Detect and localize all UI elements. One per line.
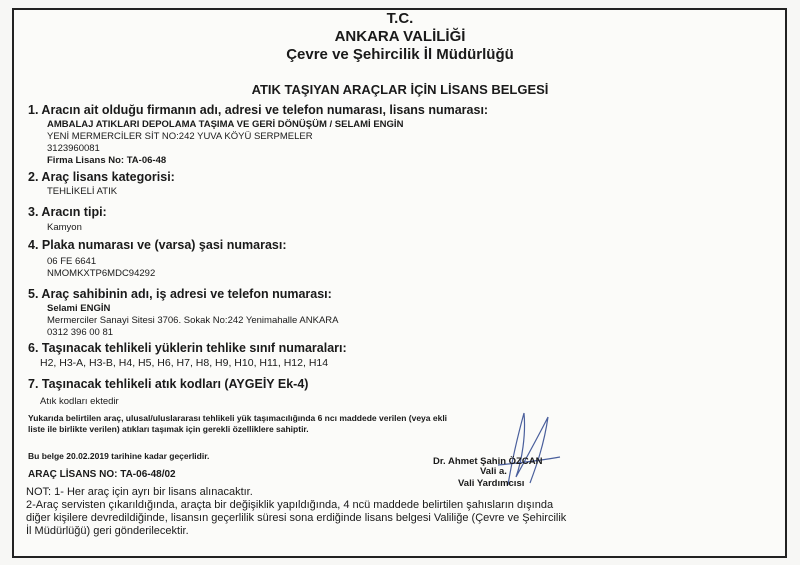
owner-address: Mermerciler Sanayi Sitesi 3706. Sokak No:242 Yenimahalle ANKARA bbox=[47, 315, 339, 326]
section-5-heading: 5. Araç sahibinin adı, iş adresi ve telefon numarası: bbox=[28, 287, 332, 301]
header-governorship: ANKARA VALİLİĞİ bbox=[334, 28, 466, 45]
owner-name: Selami ENGİN bbox=[47, 303, 111, 314]
header-directorate: Çevre ve Şehircilik İl Müdürlüğü bbox=[286, 46, 514, 63]
section-4-heading: 4. Plaka numarası ve (varsa) şasi numarası: bbox=[28, 238, 287, 252]
statement-line-2: liste ile birlikte verilen) atıkları taşımak için gerekli özelliklere sahiptir. bbox=[28, 424, 309, 434]
signatory-title-2: Vali Yardımcısı bbox=[458, 478, 525, 489]
vehicle-license-number: ARAÇ LİSANS NO: TA-06-48/02 bbox=[28, 469, 176, 480]
signatory-title-1: Vali a. bbox=[480, 466, 507, 477]
license-category: TEHLİKELİ ATIK bbox=[47, 186, 118, 197]
statement-line-1: Yukarıda belirtilen araç, ulusal/uluslararası tehlikeli yük taşımacılığında 6 ncı maddede verilen (veya ekli bbox=[28, 413, 448, 423]
signatory-name: Dr. Ahmet Şahin ÖZCAN bbox=[433, 456, 543, 467]
plate-number: 06 FE 6641 bbox=[47, 256, 97, 267]
chassis-number: NMOMKXTP6MDC94292 bbox=[47, 268, 156, 279]
company-name: AMBALAJ ATIKLARI DEPOLAMA TAŞIMA VE GERİ DÖNÜŞÜM / SELAMİ ENGİN bbox=[47, 119, 404, 130]
section-3-heading: 3. Aracın tipi: bbox=[28, 205, 107, 219]
company-license: Firma Lisans No: TA-06-48 bbox=[47, 155, 167, 166]
section-6-heading: 6. Taşınacak tehlikeli yüklerin tehlike sınıf numaraları: bbox=[28, 341, 347, 355]
section-1-heading: 1. Aracın ait olduğu firmanın adı, adresi ve telefon numarası, lisans numarası: bbox=[28, 103, 489, 117]
validity-date: Bu belge 20.02.2019 tarihine kadar geçerlidir. bbox=[28, 451, 210, 461]
company-phone: 3123960081 bbox=[47, 143, 100, 154]
owner-phone: 0312 396 00 81 bbox=[47, 327, 114, 338]
hazard-classes: H2, H3-A, H3-B, H4, H5, H6, H7, H8, H9, H10, H11, H12, H14 bbox=[40, 357, 329, 369]
section-7-heading: 7. Taşınacak tehlikeli atık kodları (AYGEİY Ek-4) bbox=[28, 377, 309, 391]
note-line-3: diğer kişilere devredildiğinde, lisansın geçerlilik süresi sona erdiğinde lisans belgesi Valiliğe (Çevre ve Şehircilik bbox=[26, 512, 567, 524]
document-title: ATIK TAŞIYAN ARAÇLAR İÇİN LİSANS BELGESİ bbox=[251, 82, 549, 97]
note-line-2: 2-Araç servisten çıkarıldığında, araçta bir değişiklik yapıldığında, 4 ncü maddede belirtilen şahısların dışında bbox=[26, 499, 554, 511]
note-line-1: NOT: 1- Her araç için ayrı bir lisans alınacaktır. bbox=[26, 486, 253, 498]
waste-codes-note: Atık kodları ektedir bbox=[40, 396, 119, 407]
vehicle-type: Kamyon bbox=[47, 222, 82, 233]
header-tc: T.C. bbox=[386, 10, 414, 27]
section-2-heading: 2. Araç lisans kategorisi: bbox=[28, 170, 175, 184]
note-line-4: İl Müdürlüğü) geri gönderilecektir. bbox=[26, 525, 189, 537]
company-address: YENİ MERMERCİLER SİT NO:242 YUVA KÖYÜ SERPMELER bbox=[47, 131, 313, 142]
